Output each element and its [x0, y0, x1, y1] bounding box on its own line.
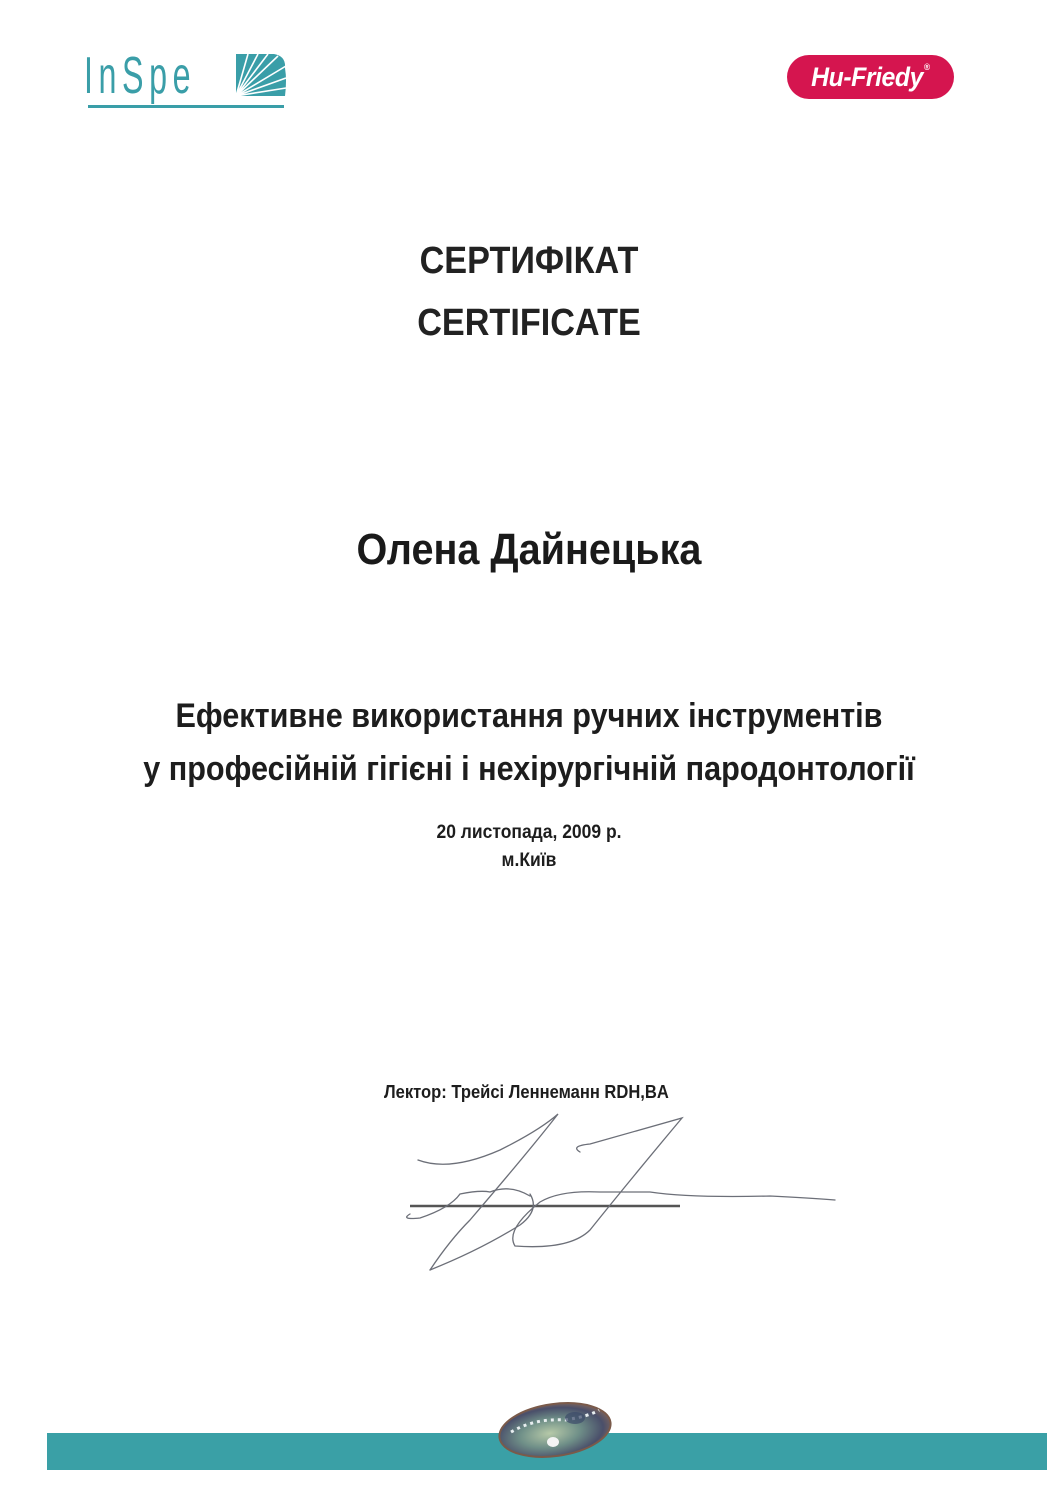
course-city: м.Київ [501, 850, 557, 871]
course-title-line-1: Ефективне використання ручних інструментів [175, 697, 883, 735]
abalone-shell-icon [495, 1398, 617, 1460]
signature [390, 1110, 840, 1280]
hu-friedy-logo-text: Hu-Friedy® [811, 61, 930, 92]
course-title-line-2: у професійній гігієні і нехірургічній пародонтології [143, 750, 915, 788]
lecturer-label: Лектор: Трейсі Леннеманн RDH,BA [384, 1082, 669, 1102]
fan-shell-icon [234, 52, 287, 98]
inspe-underline [88, 105, 284, 108]
certificate-title-ua: СЕРТИФІКАТ [419, 240, 639, 282]
hu-friedy-logo [787, 55, 954, 99]
course-date: 20 листопада, 2009 р. [436, 822, 622, 843]
inspe-logo [84, 47, 294, 112]
inspe-logo-text: InSpe [84, 47, 197, 105]
certificate-title-en: CERTIFICATE [417, 302, 641, 344]
recipient-name: Олена Дайнецька [356, 525, 702, 574]
